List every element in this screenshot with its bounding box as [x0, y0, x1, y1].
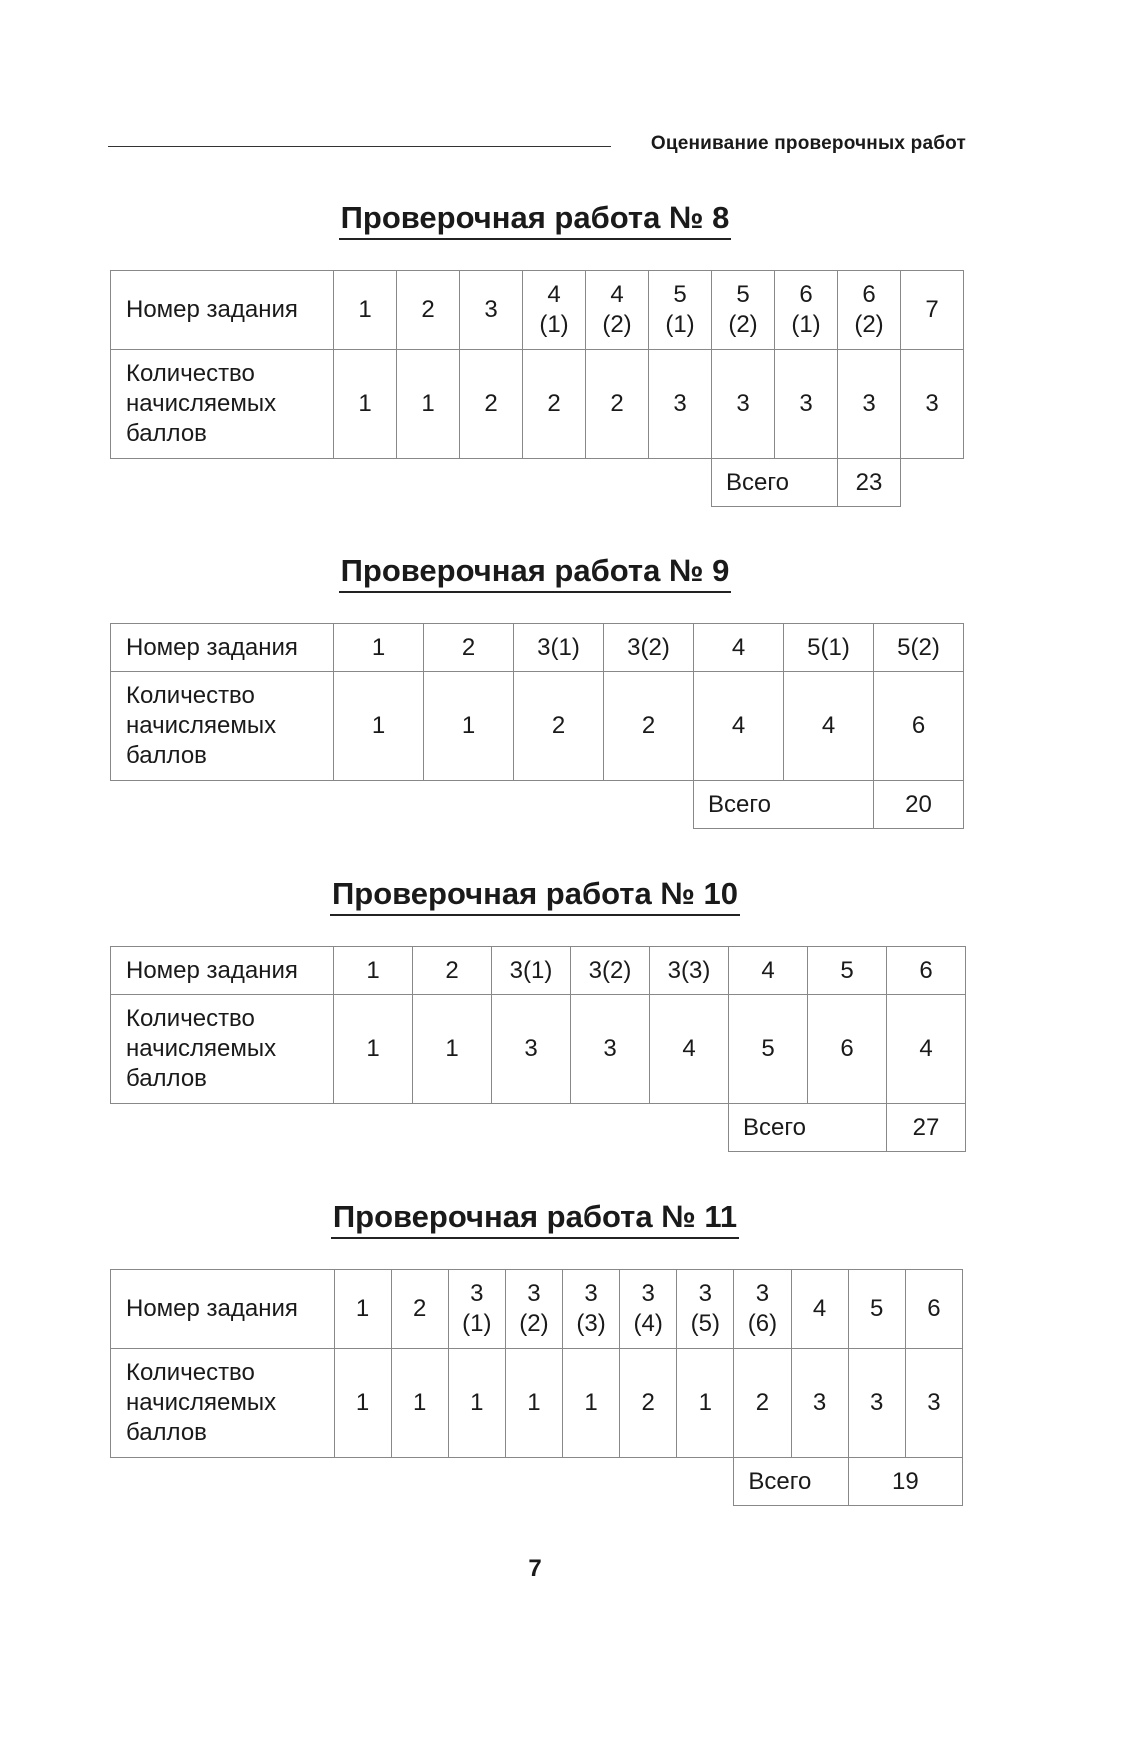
task-label: Номер задания [111, 947, 334, 995]
work-11-table [110, 1269, 963, 1506]
task-cell: 3 (6) [734, 1270, 791, 1349]
work-8-task-row [111, 271, 964, 350]
task-cell: 6 [905, 1270, 962, 1349]
task-cell: 1 [334, 1270, 391, 1349]
task-label: Номер задания [111, 1270, 335, 1349]
points-label: Количество начисляемых баллов [111, 350, 334, 459]
points-cell: 1 [334, 995, 413, 1104]
points-cell: 4 [650, 995, 729, 1104]
task-cell: 3 (5) [677, 1270, 734, 1349]
points-cell: 4 [887, 995, 966, 1104]
task-cell: 2 [424, 624, 514, 672]
task-cell: 6 [887, 947, 966, 995]
total-value: 27 [887, 1104, 966, 1152]
task-cell: 3 [460, 271, 523, 350]
points-cell: 2 [620, 1349, 677, 1458]
points-cell: 2 [514, 672, 604, 781]
task-label: Номер задания [111, 624, 334, 672]
work-9-task-row [111, 624, 964, 672]
points-label: Количество начисляемых баллов [111, 1349, 335, 1458]
work-9-table [110, 623, 964, 829]
work-11-total-row [111, 1458, 963, 1506]
points-cell: 4 [694, 672, 784, 781]
points-cell: 5 [729, 995, 808, 1104]
points-cell: 3 [838, 350, 901, 459]
work-9-total-row [111, 781, 964, 829]
work-11-points-row [111, 1349, 963, 1458]
work-10-title: Проверочная работа № 10 [0, 876, 1070, 916]
task-cell: 5 [808, 947, 887, 995]
task-cell: 5 (2) [712, 271, 775, 350]
task-cell: 6 (2) [838, 271, 901, 350]
task-cell: 5(2) [874, 624, 964, 672]
points-cell: 4 [784, 672, 874, 781]
total-value: 20 [874, 781, 964, 829]
task-cell: 3 (2) [505, 1270, 562, 1349]
total-value: 23 [838, 459, 901, 507]
points-cell: 2 [734, 1349, 791, 1458]
task-cell: 6 (1) [775, 271, 838, 350]
work-9-points-row [111, 672, 964, 781]
points-cell: 1 [334, 1349, 391, 1458]
points-cell: 3 [571, 995, 650, 1104]
points-cell: 1 [413, 995, 492, 1104]
work-10-table [110, 946, 966, 1152]
work-8-total-row [111, 459, 964, 507]
points-label: Количество начисляемых баллов [111, 995, 334, 1104]
work-10-points-row [111, 995, 966, 1104]
task-cell: 3 (1) [448, 1270, 505, 1349]
points-cell: 3 [848, 1349, 905, 1458]
points-cell: 2 [586, 350, 649, 459]
task-cell: 3(3) [650, 947, 729, 995]
work-8-points-row [111, 350, 964, 459]
page-number: 7 [528, 1555, 542, 1582]
points-cell: 3 [905, 1349, 962, 1458]
work-8-title: Проверочная работа № 8 [0, 200, 1070, 240]
task-cell: 4 (1) [523, 271, 586, 350]
running-title: Оценивание проверочных работ [650, 133, 966, 154]
task-cell: 1 [334, 947, 413, 995]
points-cell: 2 [460, 350, 523, 459]
points-cell: 3 [649, 350, 712, 459]
task-cell: 4 [729, 947, 808, 995]
task-cell: 2 [397, 271, 460, 350]
points-cell: 3 [901, 350, 964, 459]
task-cell: 3(1) [492, 947, 571, 995]
task-label: Номер задания [111, 271, 334, 350]
work-9-title: Проверочная работа № 9 [0, 553, 1070, 593]
task-cell: 3 (4) [620, 1270, 677, 1349]
work-10-task-row [111, 947, 966, 995]
task-cell: 5 [848, 1270, 905, 1349]
header-rule [108, 146, 611, 147]
points-cell: 3 [775, 350, 838, 459]
points-cell: 1 [334, 350, 397, 459]
total-label: Всего [729, 1104, 887, 1152]
task-cell: 3(2) [571, 947, 650, 995]
points-label: Количество начисляемых баллов [111, 672, 334, 781]
task-cell: 5(1) [784, 624, 874, 672]
points-cell: 3 [712, 350, 775, 459]
points-cell: 3 [492, 995, 571, 1104]
task-cell: 1 [334, 624, 424, 672]
points-cell: 1 [505, 1349, 562, 1458]
points-cell: 1 [424, 672, 514, 781]
work-11-title: Проверочная работа № 11 [0, 1199, 1070, 1239]
points-cell: 1 [391, 1349, 448, 1458]
points-cell: 3 [791, 1349, 848, 1458]
points-cell: 1 [448, 1349, 505, 1458]
total-label: Всего [694, 781, 874, 829]
task-cell: 3(2) [604, 624, 694, 672]
task-cell: 7 [901, 271, 964, 350]
total-value: 19 [848, 1458, 962, 1506]
task-cell: 3 (3) [563, 1270, 620, 1349]
points-cell: 2 [523, 350, 586, 459]
task-cell: 3(1) [514, 624, 604, 672]
points-cell: 1 [677, 1349, 734, 1458]
task-cell: 2 [413, 947, 492, 995]
task-cell: 4 [791, 1270, 848, 1349]
total-label: Всего [734, 1458, 848, 1506]
task-cell: 1 [334, 271, 397, 350]
points-cell: 6 [808, 995, 887, 1104]
task-cell: 2 [391, 1270, 448, 1349]
points-cell: 1 [563, 1349, 620, 1458]
work-11-task-row [111, 1270, 963, 1349]
points-cell: 1 [397, 350, 460, 459]
task-cell: 5 (1) [649, 271, 712, 350]
total-label: Всего [712, 459, 838, 507]
points-cell: 6 [874, 672, 964, 781]
points-cell: 1 [334, 672, 424, 781]
task-cell: 4 [694, 624, 784, 672]
work-8-table [110, 270, 964, 507]
work-10-total-row [111, 1104, 966, 1152]
points-cell: 2 [604, 672, 694, 781]
task-cell: 4 (2) [586, 271, 649, 350]
